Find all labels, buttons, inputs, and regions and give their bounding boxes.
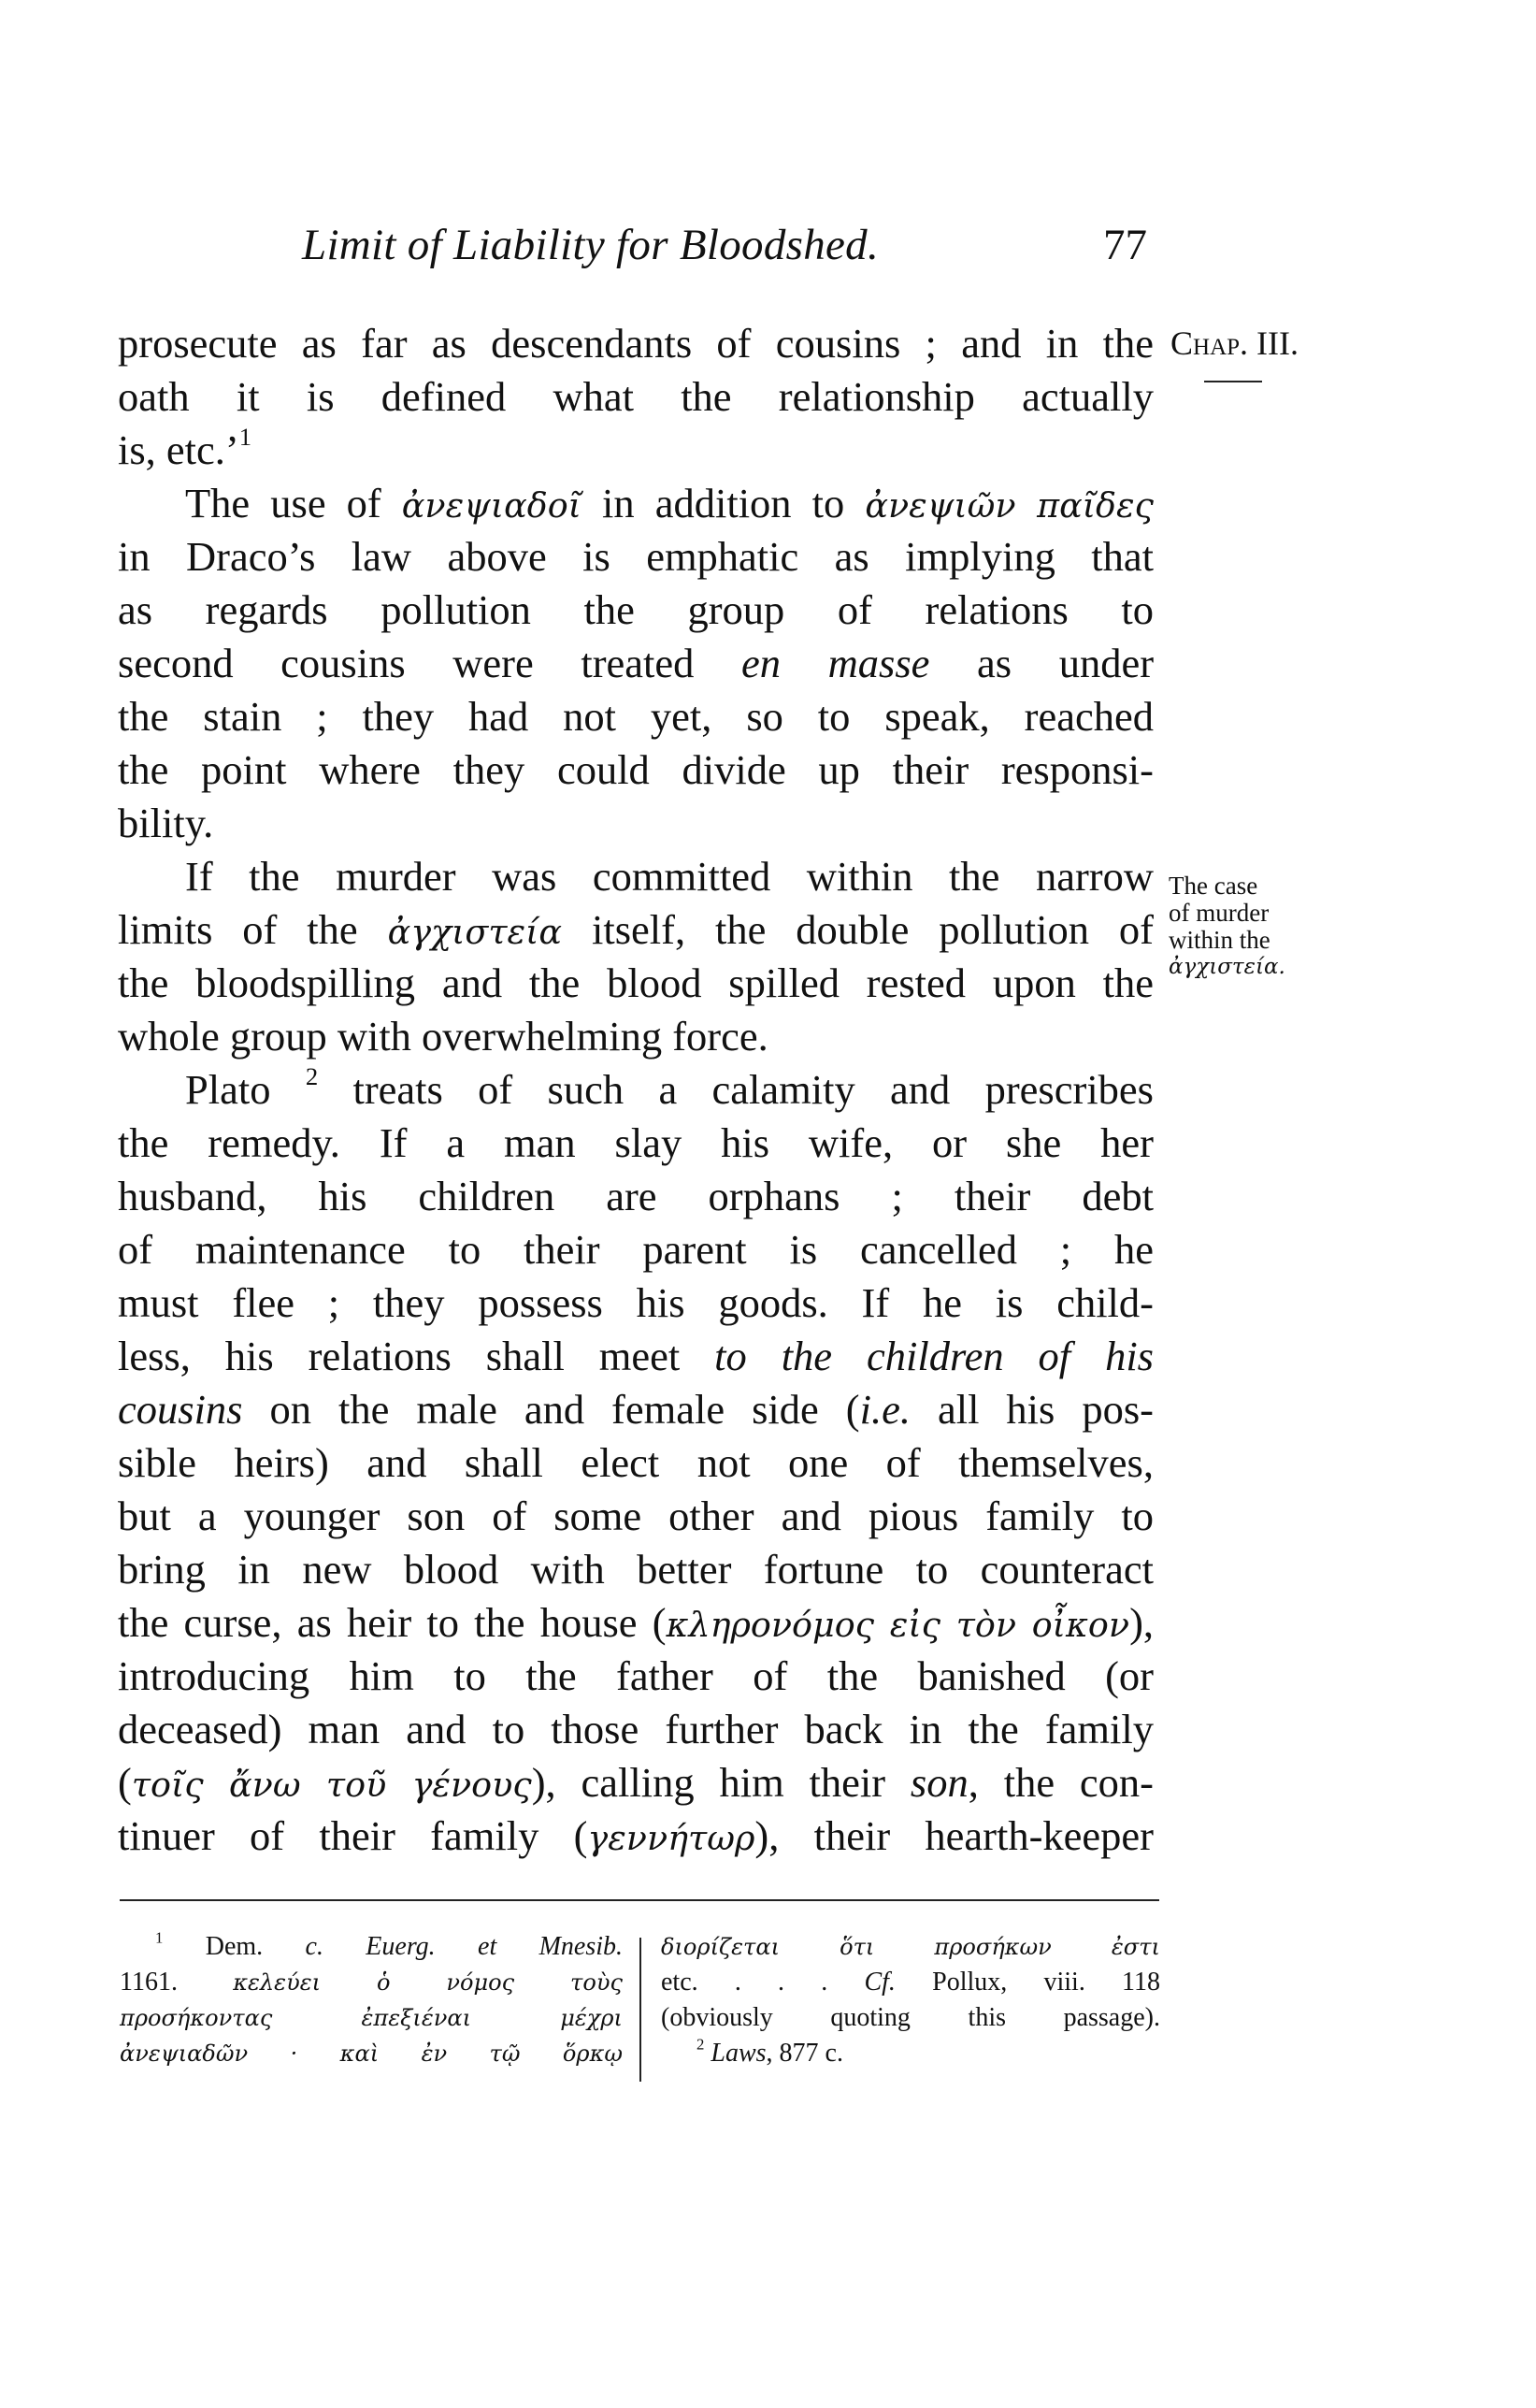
text-run: ), their hearth-keeper bbox=[754, 1812, 1154, 1859]
body-line bbox=[118, 1063, 1154, 1117]
greek-run: προσήκοντας ἐπεξιέναι μέχρι bbox=[120, 2005, 623, 2031]
footnote-line bbox=[661, 1965, 1160, 2000]
text-run: introducing him to the father of the banished (or bbox=[118, 1652, 1154, 1699]
body-line bbox=[118, 1330, 1154, 1383]
text-run: prosecute as far as descendants of cousins ; and in the bbox=[118, 320, 1154, 367]
footnote-line bbox=[120, 1929, 623, 1965]
italic-run: c. Euerg. et Mnesib. bbox=[305, 1932, 623, 1961]
footnote-column-divider bbox=[639, 1938, 641, 2082]
body-line bbox=[118, 584, 1154, 637]
text-run: Dem. bbox=[163, 1932, 306, 1961]
text-run: the remedy. If a man slay his wife, or she her bbox=[118, 1119, 1154, 1166]
greek-run: ἀνεψιῶν παῖδες bbox=[865, 485, 1154, 526]
body-line bbox=[118, 850, 1154, 903]
body-line bbox=[118, 1223, 1154, 1276]
text-run: as under bbox=[929, 640, 1155, 686]
body-line bbox=[118, 690, 1154, 743]
text-run: all his pos- bbox=[910, 1386, 1154, 1433]
text-run: bility. bbox=[118, 800, 214, 846]
text-run: The use of bbox=[185, 480, 402, 526]
italic-run: Laws bbox=[711, 2039, 767, 2068]
body-text bbox=[118, 317, 1154, 1863]
footnote-rule bbox=[120, 1899, 1159, 1901]
text-run: of maintenance to their parent is cancelled ; he bbox=[118, 1226, 1154, 1273]
body-line bbox=[118, 1596, 1154, 1650]
footnote-line bbox=[120, 2000, 623, 2036]
body-line bbox=[118, 1543, 1154, 1596]
footnotes-left-column bbox=[120, 1929, 623, 2071]
greek-run: ἀνεψιαδοῖ bbox=[401, 485, 581, 526]
text-run: ( bbox=[118, 1759, 132, 1806]
text-run: on the male and female side ( bbox=[242, 1386, 860, 1433]
text-run: in addition to bbox=[581, 480, 866, 526]
running-header-title: Limit of Liability for Bloodshed. bbox=[302, 221, 880, 269]
text-run: Pollux, viii. 118 bbox=[895, 1968, 1160, 1997]
body-line bbox=[118, 370, 1154, 424]
text-run: the curse, as heir to the house ( bbox=[118, 1599, 667, 1646]
text-run: second cousins were treated bbox=[118, 640, 742, 686]
text-run: etc. . . . bbox=[661, 1968, 865, 1997]
text-run: deceased) man and to those further back in the family bbox=[118, 1706, 1154, 1752]
footnote-line bbox=[661, 2000, 1160, 2036]
text-run: If the murder was committed within the narrow bbox=[185, 853, 1154, 900]
text-run: ), calling him their bbox=[531, 1759, 911, 1806]
body-line bbox=[118, 1756, 1154, 1810]
text-run: sible heirs) and shall elect not one of themselves, bbox=[118, 1439, 1154, 1486]
text-run: the bloodspilling and the blood spilled rested upon the bbox=[118, 959, 1154, 1006]
body-line bbox=[118, 1117, 1154, 1170]
footnote-marker: 2 bbox=[305, 1061, 319, 1090]
italic-run: en masse bbox=[741, 640, 930, 686]
text-run: itself, the double pollution of bbox=[562, 906, 1154, 953]
text-run: as regards pollution the group of relations to bbox=[118, 586, 1154, 633]
margin-note-line: ἀγχιστεία. bbox=[1169, 955, 1285, 979]
footnote-marker: 1 bbox=[155, 1928, 164, 1947]
margin-note-line: of murder bbox=[1169, 899, 1270, 927]
body-line bbox=[118, 1383, 1154, 1436]
greek-run: κελεύει ὁ νόμος τοὺς bbox=[233, 1969, 623, 1996]
italic-run: cousins bbox=[118, 1386, 243, 1433]
text-run: husband, his children are orphans ; their debt bbox=[118, 1173, 1154, 1219]
greek-run: τοῖς ἄνω τοῦ γένους bbox=[131, 1765, 532, 1805]
text-run: Plato bbox=[185, 1066, 306, 1113]
text-run: in Draco’s law above is emphatic as implying that bbox=[118, 533, 1154, 580]
body-line bbox=[118, 424, 1154, 477]
body-line bbox=[118, 1810, 1154, 1863]
footnote-line bbox=[120, 1965, 623, 2000]
body-line bbox=[118, 637, 1154, 690]
body-line bbox=[118, 797, 1154, 850]
italic-run: to the children of his bbox=[714, 1333, 1154, 1379]
text-run: ), bbox=[1129, 1599, 1155, 1646]
text-run: limits of the bbox=[118, 906, 388, 953]
body-line bbox=[118, 1276, 1154, 1330]
text-run: is, etc.’ bbox=[118, 426, 239, 473]
text-run: but a younger son of some other and pious family to bbox=[118, 1492, 1154, 1539]
footnote-line bbox=[661, 2036, 1160, 2071]
text-run: , the con- bbox=[968, 1759, 1155, 1806]
margin-chapter-rule bbox=[1204, 381, 1262, 382]
italic-run: Cf. bbox=[864, 1968, 896, 1997]
text-run: tinuer of their family ( bbox=[118, 1812, 588, 1859]
italic-run: i.e. bbox=[859, 1386, 911, 1433]
footnote-line bbox=[120, 2036, 623, 2071]
body-line bbox=[118, 1490, 1154, 1543]
body-line bbox=[118, 1703, 1154, 1756]
text-run: whole group with overwhelming force. bbox=[118, 1013, 768, 1060]
body-line bbox=[118, 1170, 1154, 1223]
footnote-marker: 2 bbox=[696, 2035, 705, 2054]
margin-note-line: within the bbox=[1169, 926, 1270, 954]
text-run: less, his relations shall meet bbox=[118, 1333, 715, 1379]
body-line bbox=[118, 317, 1154, 370]
text-run: must flee ; they possess his goods. If he is child- bbox=[118, 1279, 1154, 1326]
body-line bbox=[118, 1650, 1154, 1703]
body-line bbox=[118, 530, 1154, 584]
body-line bbox=[118, 957, 1154, 1010]
italic-run: son bbox=[910, 1759, 969, 1806]
greek-run: διορίζεται ὅτι προσήκων ἐστι bbox=[661, 1934, 1160, 1960]
margin-note bbox=[1169, 872, 1309, 981]
footnote-line bbox=[661, 1929, 1160, 1965]
body-line bbox=[118, 477, 1154, 530]
body-line bbox=[118, 743, 1154, 797]
footnote-marker: 1 bbox=[238, 422, 252, 451]
text-run: oath it is defined what the relationship actually bbox=[118, 373, 1154, 420]
greek-run: κληρονόμος εἰς τὸν οἶκον bbox=[666, 1605, 1130, 1645]
page-number: 77 bbox=[1103, 221, 1147, 269]
body-line bbox=[118, 1436, 1154, 1490]
margin-note-line: The case bbox=[1169, 872, 1258, 900]
text-run: , 877 c. bbox=[766, 2039, 843, 2068]
text-run: (obviously quoting this passage). bbox=[661, 2003, 1160, 2032]
body-line bbox=[118, 903, 1154, 957]
text-run: bring in new blood with better fortune to counteract bbox=[118, 1546, 1154, 1593]
text-run: 1161. bbox=[120, 1968, 234, 1997]
greek-run: ἀγχιστεία bbox=[387, 912, 563, 952]
footnotes-right-column bbox=[661, 1929, 1160, 2071]
greek-run: γεννήτωρ bbox=[587, 1818, 755, 1858]
body-line bbox=[118, 1010, 1154, 1063]
text-run: treats of such a calamity and prescribes bbox=[318, 1066, 1155, 1113]
text-run: the point where they could divide up their responsi- bbox=[118, 746, 1154, 793]
text-run: the stain ; they had not yet, so to speak, reached bbox=[118, 693, 1154, 740]
greek-run: ἀνεψιαδῶν · καὶ ἐν τῷ ὅρκῳ bbox=[120, 2040, 623, 2067]
margin-chapter-label: Chap. III. bbox=[1170, 324, 1299, 362]
